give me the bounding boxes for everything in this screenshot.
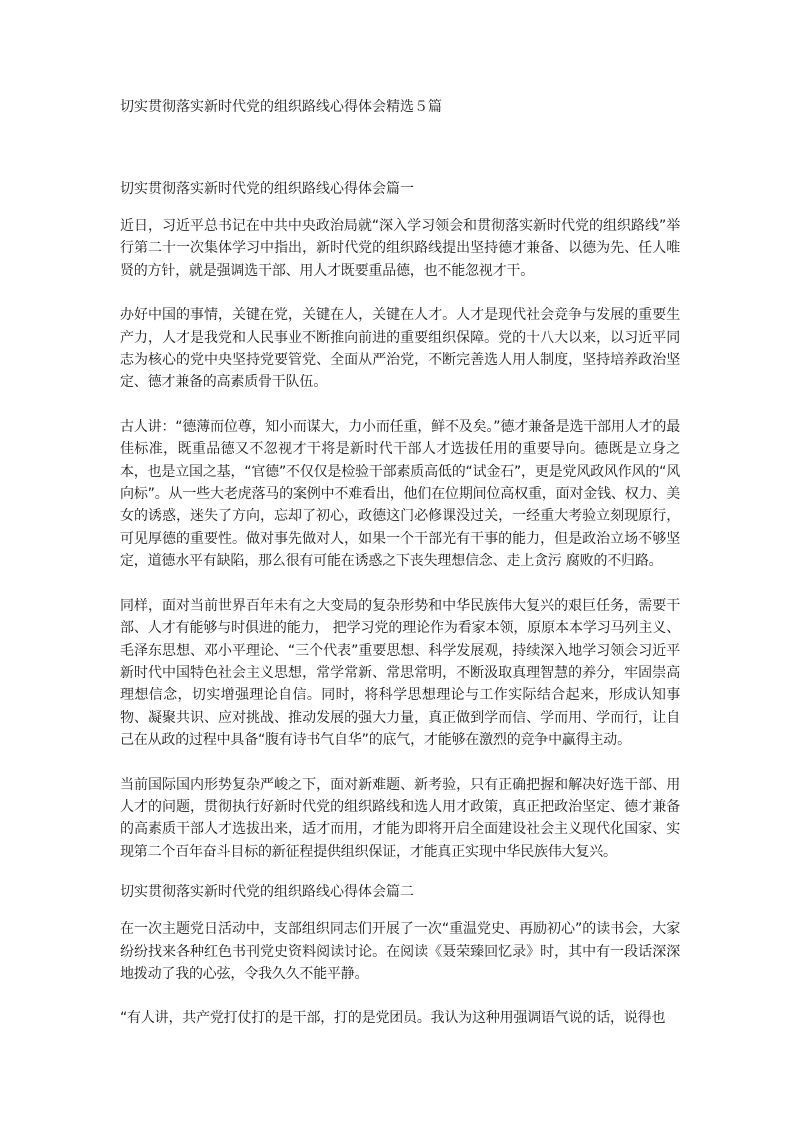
- paragraph: 同样，面对当前世界百年未有之大变局的复杂形势和中华民族伟大复兴的艰巨任务，需要干部、人才有能够与时俱进的能力， 把学习党的理论作为看家本领，原原本本学习马列主义、毛泽东思想、邓小平理论、“三个代表”重要思想、科学发展观，持续深入地学习领会习近平新时代中国特色社会主义思想，常学常新、常思常明，不断汲取真理智慧的养分，牢固崇高理想信念，切实增强理论自信。同时，将科学思想理论与工作实际结合起来，形成认知事物、凝聚共识、应对挑战、推动发展的强大力量，真正做到学而信、学而用、学而行，让自己在从政的过程中具备“腹有诗书气自华”的底气，才能够在激烈的竞争中赢得主动。: [120, 597, 680, 749]
- document-body: [120, 178, 680, 1052]
- paragraph: 近日，习近平总书记在中共中央政治局就“深入学习领会和贯彻落实新时代党的组织路线”举行第二十一次集体学习中指出，新时代党的组织路线提出坚持德才兼备、以德为先、任人唯贤的方针，就是强调选干部、用人才既要重品德，也不能忽视才干。: [120, 218, 680, 279]
- paragraph: 办好中国的事情，关键在党，关键在人，关键在人才。人才是现代社会竞争与发展的重要生产力，人才是我党和人民事业不断推向前进的重要组织保障。党的十八大以来，以习近平同志为核心的党中央坚持党要管党、全面从严治党，不断完善选人用人制度，坚持培养政治坚定、德才兼备的高素质骨干队伍。: [120, 307, 680, 391]
- paragraph: 古人讲：“德薄而位尊，知小而谋大，力小而任重，鲜不及矣。”德才兼备是选干部用人才的最佳标准，既重品德又不忽视才干将是新时代干部人才选拔任用的重要导向。德既是立身之本，也是立国之基，“官德”不仅仅是检验干部素质高低的“试金石”，更是党风政风作风的“风向标”。从一些大老虎落马的案例中不难看出，他们在位期间位高权重，面对金钱、权力、美女的诱惑，迷失了方向，忘却了初心，政德这门必修课没过关，一经重大考验立刻现原行，可见厚德的重要性。做对事先做对人，如果一个干部光有干事的能力，但是政治立场不够坚定，道德水平有缺陷，那么很有可能在诱惑之下丧失理想信念、走上贪污 腐败的不归路。: [120, 418, 680, 570]
- paragraph: 在一次主题党日活动中，支部组织同志们开展了一次“重温党史、再励初心”的读书会，大家纷纷找来各种红色书刊党史资料阅读讨论。在阅读《聂荣臻回忆录》时，其中有一段话深深地拨动了我的心弦，令我久久不能平静。: [120, 921, 680, 982]
- document-title: 切实贯彻落实新时代党的组织路线心得体会精选５篇: [120, 99, 442, 115]
- paragraph: “有人讲，共产党打仗打的是干部，打的是党团员。我认为这种用强调语气说的话，说得也: [120, 1010, 666, 1027]
- section-heading-1: 切实贯彻落实新时代党的组织路线心得体会篇一: [120, 181, 414, 197]
- paragraph: 当前国际国内形势复杂严峻之下，面对新难题、新考验，只有正确把握和解决好选干部、用人才的问题，贯彻执行好新时代党的组织路线和选人用才政策，真正把政治坚定、德才兼备的高素质干部人才选拔出来，适才而用，才能为即将开启全面建设社会主义现代化国家、实现第二个百年奋斗目标的新征程提供组织保证，才能真正实现中华民族伟大复兴。: [120, 776, 680, 860]
- section-heading-2: 切实贯彻落实新时代党的组织路线心得体会篇二: [120, 884, 414, 901]
